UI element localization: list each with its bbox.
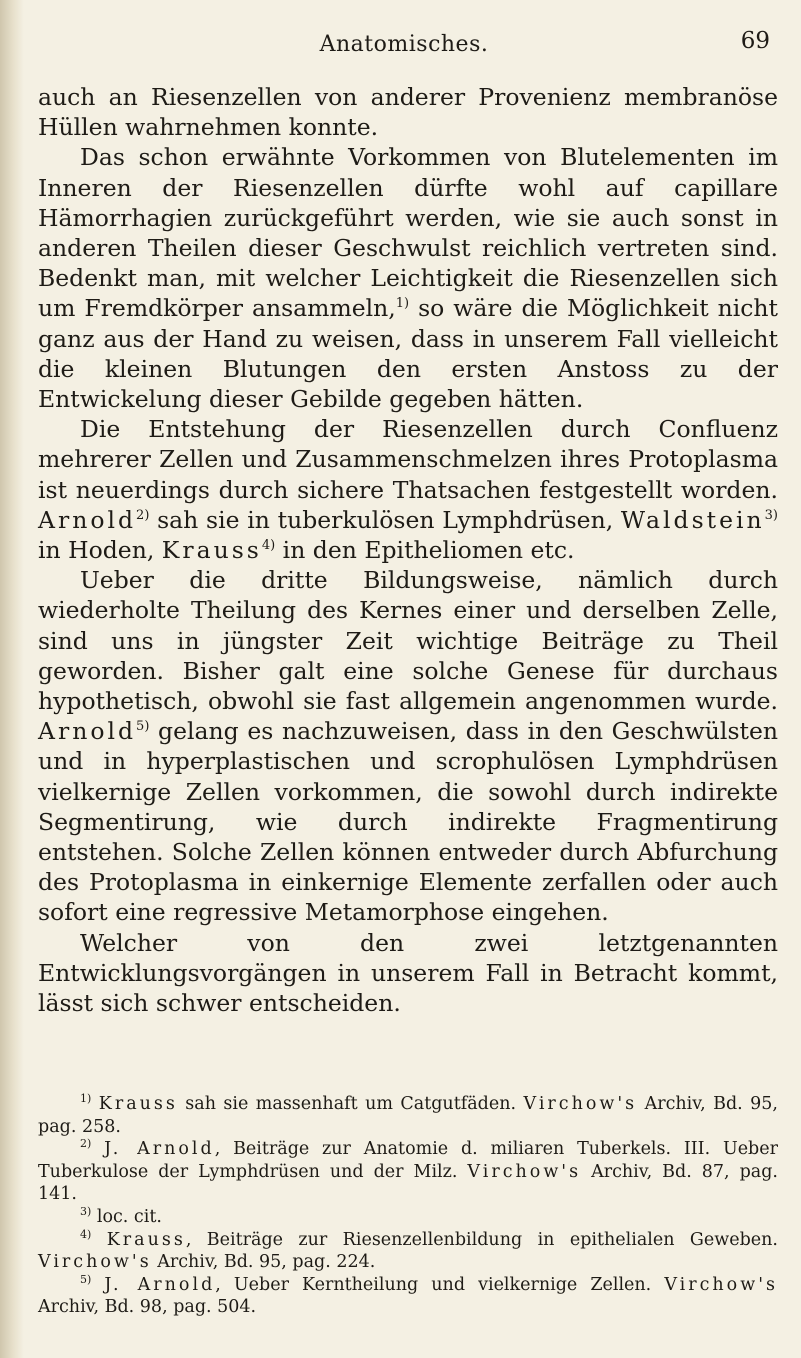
paragraph-5: Welcher von den zwei letztgenannten Entwicklungsvorgängen in unserem Fall in Betracht kommt, lässt sich schwer entscheiden. — [38, 928, 778, 1018]
footnote-ref-4[interactable]: 4) — [261, 538, 276, 554]
running-title: Anatomisches. — [319, 32, 489, 57]
page-header — [38, 28, 770, 68]
footnote-1: $^{1)}$ Krauss sah sie massenhaft um Catgutfäden. Virchow's Archiv, Bd. 95, pag. 258. — [38, 1092, 778, 1137]
paragraph-2: Das schon erwähnte Vorkommen von Blutelementen im Inneren der Riesenzellen dürfte wohl auf capillare Hämorrhagien zurückgeführt werden, wie sie auch sonst in anderen Theilen dieser Geschwulst reichlich vertreten sind. Bedenkt man, mit welcher Leichtigkeit die Riesenzellen sich um Fremdkörper ansammeln,$^{1)}$ so wäre die Möglichkeit nicht ganz aus der Hand zu weisen, dass in unserem Fall vielleicht die kleinen Blutungen den ersten Anstoss zu der Entwickelung dieser Gebilde gegeben hätten. — [38, 143, 779, 414]
page-number: 69 — [740, 28, 770, 54]
footnote-ref-2[interactable]: 2) — [136, 508, 150, 524]
paragraph-3: Die Entstehung der Riesenzellen durch Confluenz mehrerer Zellen und Zusammenschmelzen ihres Protoplasma ist neuerdings durch sichere Thatsachen festgestellt worden. Arnold$^{2)}$ sah sie in tuberkulösen Lymphdrüsen, Waldstein$^{3)}$ in Hoden, Krauss$^{4)}$ in den Epitheliomen etc. — [38, 415, 778, 565]
footnote-3: $^{3)}$ loc. cit. — [80, 1205, 162, 1227]
paragraph-4: Ueber die dritte Bildungsweise, nämlich durch wiederholte Theilung des Kernes einer und derselben Zelle, sind uns in jüngster Zeit wichtige Beiträge zu Theil geworden. Bisher galt eine solche Genese für durchaus hypothetisch, obwohl sie fast allgemein angenommen wurde. Arnold$^{5)}$ gelang es nachzuweisen, dass in den Geschwülsten und in hyperplastischen und scrophulösen Lymphdrüsen vielkernige Zellen vorkommen, die sowohl durch indirekte Segmentirung, wie durch indirekte Fragmentirung entstehen. Solche Zellen können entweder durch Abfurchung des Protoplasma in einkernige Elemente zerfallen oder auch sofort eine regressive Metamorphose eingehen. — [38, 566, 778, 927]
author-name: Waldstein — [620, 505, 765, 534]
author-name: Krauss — [161, 536, 262, 565]
main-text — [38, 82, 778, 1018]
footnote-2: $^{2)}$ J. Arnold, Beiträge zur Anatomie d. miliaren Tuberkels. III. Ueber Tuberkulose der Lymphdrüsen und der Milz. Virchow's Archiv, Bd. 87, pag. 141. — [38, 1137, 778, 1205]
author-name: Arnold — [38, 505, 137, 534]
page-spine-shadow — [0, 0, 24, 1358]
footnote-ref-5[interactable]: 5) — [136, 719, 150, 735]
footnote-4: $^{4)}$ Krauss, Beiträge zur Riesenzellenbildung in epithelialen Geweben. Virchow's Archiv, Bd. 95, pag. 224. — [38, 1227, 778, 1273]
footnote-5: $^{5)}$ J. Arnold, Ueber Kerntheilung und vielkernige Zellen. Virchow's Archiv, Bd. 98, pag. 504. — [38, 1272, 778, 1318]
footnotes — [38, 1093, 778, 1319]
footnote-ref-1[interactable]: 1) — [395, 296, 410, 312]
author-name: Arnold — [38, 717, 137, 746]
footnote-ref-3[interactable]: 3) — [764, 508, 778, 524]
paragraph-1: auch an Riesenzellen von anderer Provenienz membranöse Hüllen wahrnehmen konnte. — [38, 83, 778, 142]
